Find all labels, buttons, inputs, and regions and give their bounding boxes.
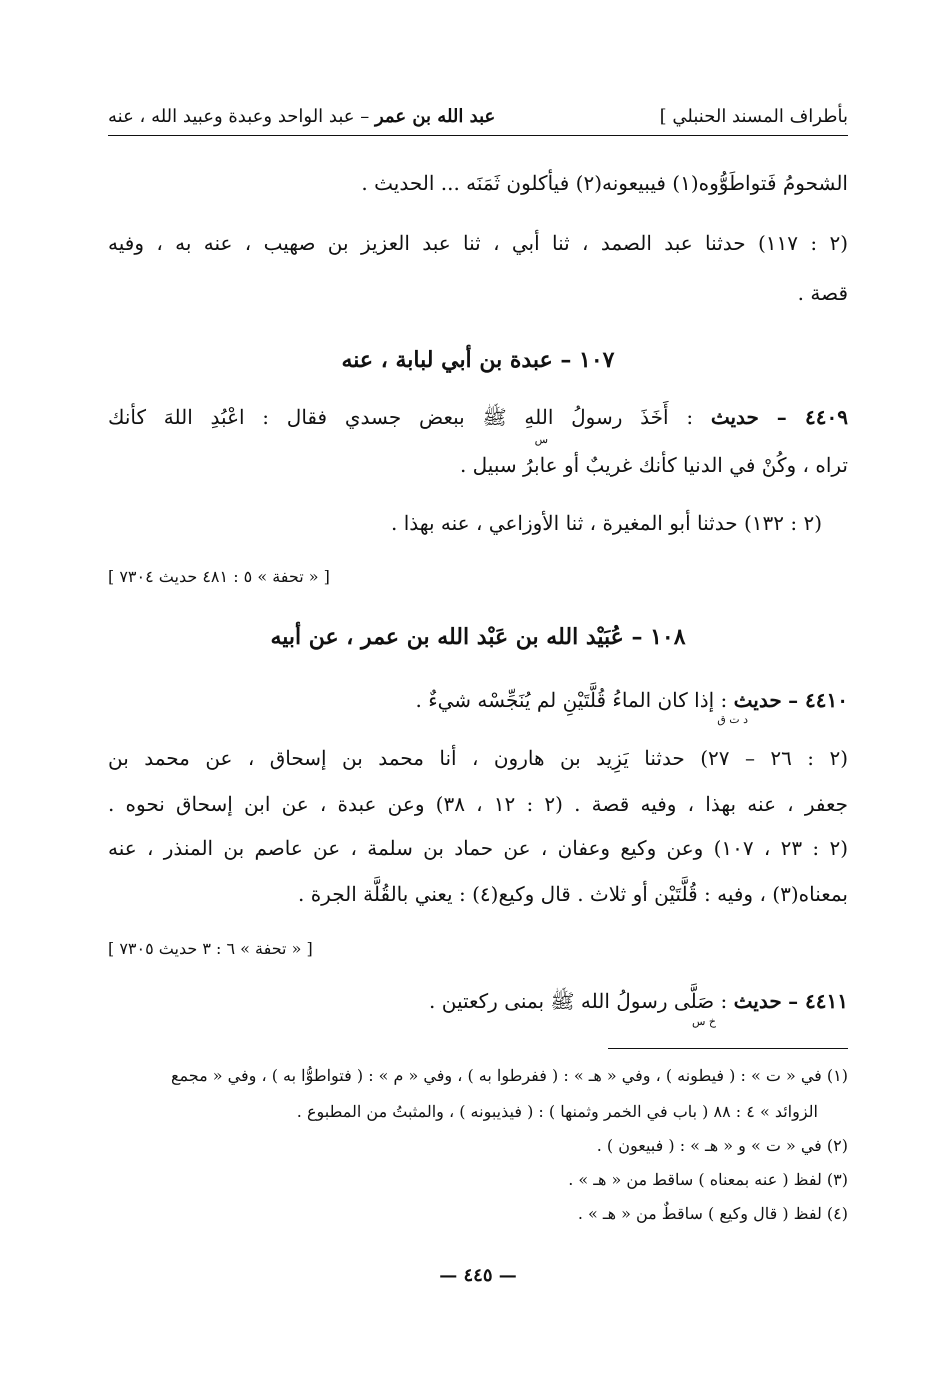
source-symbols: د ت ق xyxy=(717,713,748,726)
chain-line-2: جعفر ، عنه بهذا ، وفيه قصة . (٢ : ١٢ ، ٣٨) وعن عبدة ، عن ابن إسحاق نحوه . xyxy=(108,792,848,816)
chain-line-3: (٢ : ٢٣ ، ١٠٧) وعن وكيع وعفان ، عن حماد بن سلمة ، عن عاصم بن المنذر ، عنه xyxy=(108,836,848,860)
running-header xyxy=(108,100,848,136)
footnote-2: (٢) في « ت » و « هـ » : ( فبيعون ) . xyxy=(596,1136,848,1155)
hadith-label: حديث xyxy=(733,989,782,1013)
hadith-4409-continuation: تراه ، وكُنْ في الدنيا كأنك غريبٌ أو عابرُ سبيل . xyxy=(459,453,848,477)
footnote-4: (٤) لفظ ( قال وكيع ) ساقطٌ من « هـ » . xyxy=(577,1204,848,1223)
section-heading-107: ١٠٧ – عبدة بن أبي لبابة ، عنه xyxy=(341,347,615,373)
footnote-1-line-1: (١) في « ت » : ( فيطونه ) ، وفي « هـ » : ( ففرطوا به ) ، وفي « م » : ( فتواطوُّا به ) ، وفي « مجمع xyxy=(171,1066,848,1085)
text-line-1: الشحومُ فَتواطَوُّوه(١) فيبيعونه(٢) فيأكلون ثَمَنَه ... الحديث . xyxy=(361,171,848,195)
tuhfa-reference-2: [ « تحفة » ٦ : ٣ حديث ٧٣٠٥ ] xyxy=(108,939,313,958)
book-page xyxy=(108,100,848,1320)
section-heading-108: ١٠٨ – عُبَيْد الله بن عَبْد الله بن عمر ، عن أبيه xyxy=(270,624,686,650)
tuhfa-reference-1: [ « تحفة » ٥ : ٤٨١ حديث ٧٣٠٤ ] xyxy=(108,567,330,586)
source-symbol: س xyxy=(534,433,548,446)
hadith-label: حديث xyxy=(733,688,782,712)
header-book-title: بأطراف المسند الحنبلي ] xyxy=(659,106,848,127)
hadith-4411 xyxy=(108,986,848,1016)
text-line-3: قصة . xyxy=(797,281,848,305)
hadith-text: : أَخَذَ رسولُ اللهِ ﷺ ببعض جسدي فقال : اعْبُدِ اللهَ كأنك xyxy=(108,405,694,429)
chain-line-1: (٢ : ٢٦ – ٢٧) حدثنا يَزِيد بن هارون ، أنا محمد بن إسحاق ، عن محمد بن xyxy=(108,746,849,770)
hadith-number: ٤٤١٠ – xyxy=(788,688,848,712)
hadith-label: حديث xyxy=(710,405,759,429)
hadith-number: ٤٤١١ – xyxy=(788,989,848,1013)
footnote-3: (٣) لفظ ( عنه بمعناه ) ساقط من « هـ » . xyxy=(568,1170,848,1189)
header-chapter-subtitle: – عبد الواحد وعبدة وعبيد الله ، عنه xyxy=(108,106,370,127)
footnote-1-line-2: الزوائد » ٤ : ٨٨ ( باب في الخمر وثمنها ) : ( فيذيبونه ) ، والمثبتُ من المطبوع . xyxy=(296,1102,818,1121)
source-symbols: خ س xyxy=(691,1015,716,1028)
header-chapter-name: عبد الله بن عمر xyxy=(374,106,496,127)
hadith-text: : إذا كان الماءُ قُلَّتَيْنِ لم يُنَجِّسْه شيءٌ . xyxy=(415,688,728,712)
hadith-text: : صَلَّى رسولُ الله ﷺ بمنى ركعتين . xyxy=(429,989,728,1013)
hadith-4409-chain: (٢ : ١٣٢) حدثنا أبو المغيرة ، ثنا الأوزاعي ، عنه بهذا . xyxy=(391,511,822,535)
page-number: — ٤٤٥ — xyxy=(439,1265,517,1286)
hadith-number: ٤٤٠٩ – xyxy=(776,405,849,429)
hadith-4409 xyxy=(108,402,848,432)
text-line-2: (٢ : ١١٧) حدثنا عبد الصمد ، ثنا أبي ، ثنا عبد العزيز بن صهيب ، عنه به ، وفيه xyxy=(108,231,848,255)
chain-line-4: بمعناه(٣) ، وفيه : قُلَّتَيْن أو ثلاث . قال وكيع(٤) : يعني بالقُلَّة الجرة . xyxy=(297,882,848,906)
hadith-4410 xyxy=(108,685,848,715)
footnote-divider xyxy=(608,1048,848,1049)
